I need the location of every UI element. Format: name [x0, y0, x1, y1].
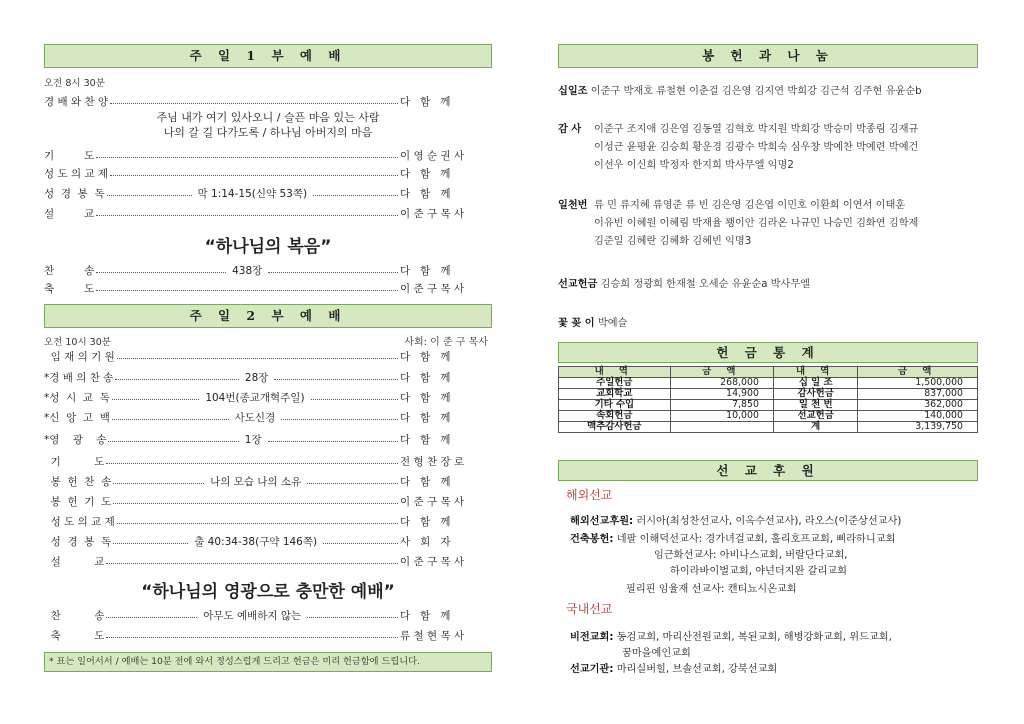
- service2-item-detail: 28장: [244, 371, 269, 384]
- leader-dots: [311, 398, 398, 400]
- stats-item: 주일헌금: [559, 378, 671, 389]
- service2-item-detail: 나의 모습 나의 소유: [210, 475, 302, 488]
- domestic-line: [622, 644, 691, 659]
- leader-dots: [307, 482, 398, 484]
- overseas-text: 러시아(최성찬선교사, 이옥수선교사), 라오스(이준상선교사): [633, 516, 902, 527]
- service2-item-name: 성 도 의 교 제: [44, 515, 115, 528]
- stats-amount: 10,000: [670, 411, 773, 422]
- service2-item-name: 임 재 의 기 원: [44, 350, 115, 363]
- overseas-line: [570, 512, 901, 527]
- service2-item-leader: 다 함 께: [400, 371, 451, 384]
- leader-dots: [323, 542, 398, 544]
- leader-dots: [117, 522, 398, 524]
- service2-item-leader: 다 함 께: [400, 350, 451, 363]
- leader-dots: [112, 418, 229, 420]
- leader-dots: [96, 271, 226, 273]
- service2-item-leader: 다 함 께: [400, 475, 451, 488]
- service2-row: [44, 388, 492, 406]
- service1-item-leader: 이 영 순 권 사: [400, 149, 465, 162]
- service2-row: [44, 512, 492, 530]
- leader-dots: [113, 542, 188, 544]
- service1-item-leader: 다 함 께: [400, 187, 451, 200]
- service1-item-detail: 막 1:14-15(신약 53쪽): [197, 187, 308, 200]
- praise-line-1: 주님 내가 여기 있사오니 / 슬픈 마음 있는 사람: [156, 111, 380, 124]
- footnote: * 표는 일어서서 / 예배는 10분 전에 와서 정성스럽게 드리고 헌금은 미리 헌금함에 드립니다.: [44, 652, 492, 672]
- service2-item-name: *경 배 의 찬 송: [44, 371, 114, 384]
- leader-dots: [113, 502, 398, 504]
- service2-row: [44, 430, 492, 448]
- service1-item-leader: 다 함 께: [400, 167, 451, 180]
- thanks-line-1: 이준구 조지애 김은엽 김동열 김혁호 박지원 박희강 박승미 박종림 김재규: [594, 124, 919, 135]
- mission-support-header: 선 교 후 원: [558, 460, 978, 481]
- leader-dots: [274, 378, 398, 380]
- stats-item: 십 일 조: [773, 378, 857, 389]
- stats-item: 맥추감사헌금: [559, 422, 671, 433]
- service2-item-leader: 전 형 찬 장 로: [400, 455, 465, 468]
- service2-item-leader: 이 준 구 목 사: [400, 495, 465, 508]
- mission-offering-label: 선교헌금: [558, 279, 598, 290]
- thousand-label-line: [558, 196, 588, 211]
- leader-dots: [313, 194, 398, 196]
- stats-amount: 140,000: [858, 411, 978, 422]
- stats-amount: 3,139,750: [858, 422, 978, 433]
- flowers-label: 꽃 꽂 이: [558, 318, 595, 329]
- stats-item: 감사헌금: [773, 389, 857, 400]
- service1-row: [44, 146, 492, 164]
- leader-dots: [115, 378, 239, 380]
- service2-row: [44, 492, 492, 510]
- stats-amount: [670, 422, 773, 433]
- service2-item-name: 성 경 봉 독: [44, 535, 112, 548]
- service2-item-leader: 다 함 께: [400, 411, 451, 424]
- service1-row: [44, 261, 492, 279]
- service2-item-leader: 다 함 께: [400, 515, 451, 528]
- domestic-line: [570, 628, 892, 643]
- service1-time: 오전 8시 30분: [44, 78, 105, 89]
- leader-dots: [281, 418, 398, 420]
- tithe-names: 이준구 박재호 류철현 이춘걸 김은영 김지연 박희강 김근석 김주현 유윤순b: [590, 86, 922, 97]
- service2-item-leader: 류 철 현 목 사: [400, 629, 465, 642]
- domestic-text: 마리실버힐, 브솔선교회, 강북선교회: [613, 664, 778, 675]
- tithe-label: 십일조: [558, 86, 588, 97]
- service2-presider: 사회: 이 준 구 목사: [404, 337, 488, 348]
- stats-amount: 837,000: [858, 389, 978, 400]
- stats-row: [559, 411, 978, 422]
- service2-row: [44, 626, 492, 644]
- service1-sermon-title: “하나님의 복음”: [204, 237, 332, 257]
- stats-amount: 1,500,000: [858, 378, 978, 389]
- service1-item-leader: 이 준 구 목 사: [400, 207, 465, 220]
- service1-item-detail: 438장: [232, 264, 263, 277]
- service1-item-name: 축 도: [44, 282, 95, 295]
- leader-dots: [107, 194, 192, 196]
- stats-header: 헌 금 통 계: [558, 342, 978, 363]
- stats-row: [559, 400, 978, 411]
- thanks-line-3: 이선우 이신희 박정자 한지희 박사무엘 익명2: [594, 160, 794, 171]
- stats-item: 일 천 번: [773, 400, 857, 411]
- overseas-text: 네팔 이해덕선교사: 경가녀걸교회, 훌리호프교회, 삐라하니교회: [613, 534, 896, 545]
- leader-dots: [117, 357, 398, 359]
- service2-item-leader: 사 회 자: [400, 535, 451, 548]
- leader-dots: [110, 174, 398, 176]
- service1-row: [44, 204, 492, 222]
- domestic-line: [570, 660, 777, 675]
- service2-sermon-title: “하나님의 영광으로 충만한 예배”: [141, 582, 395, 602]
- leader-dots: [268, 440, 398, 442]
- flowers-names: 박예슬: [597, 318, 628, 329]
- thanks-line-2: 이성근 윤평윤 김승희 황운경 김광수 박희숙 심우창 박예찬 박예련 박예건: [594, 142, 919, 153]
- service2-item-leader: 다 함 께: [400, 391, 451, 404]
- service2-item-name: *영 광 송: [44, 433, 107, 446]
- service2-item-name: *신 앙 고 백: [44, 411, 110, 424]
- stats-item: 계: [773, 422, 857, 433]
- service2-item-leader: 이 준 구 목 사: [400, 555, 465, 568]
- thanks-label-line: [558, 120, 581, 135]
- service1-row: [44, 279, 492, 297]
- leader-dots: [108, 440, 238, 442]
- mission-offering-names: 김승희 정광희 한재철 오세순 유윤순a 박사무엘: [600, 279, 811, 290]
- service2-item-name: 축 도: [44, 629, 105, 642]
- leader-dots: [106, 636, 398, 638]
- overseas-text: 하이라바이벌교회, 야넌더지완 갈리교회: [670, 566, 848, 577]
- service2-header: 주 일 2 부 예 배: [44, 304, 492, 328]
- service1-item-name: 성 도 의 교 제: [44, 167, 109, 180]
- service2-time: 오전 10시 30분: [44, 337, 111, 348]
- overseas-line: [654, 546, 848, 561]
- service1-item-name: 찬 송: [44, 264, 95, 277]
- overseas-text: 필리핀 임율재 선교사: 캔티뇨시온교회: [626, 584, 797, 595]
- overseas-label: 건축봉헌:: [570, 534, 614, 545]
- offerings-header: 봉 헌 과 나 눔: [558, 44, 978, 68]
- service2-row: [44, 606, 492, 624]
- domestic-label: 비전교회:: [570, 632, 614, 643]
- service2-item-name: 찬 송: [44, 609, 105, 622]
- service2-item-leader: 다 함 께: [400, 609, 451, 622]
- leader-dots: [268, 271, 398, 273]
- service1-row: [44, 164, 492, 182]
- service1-item-name: 기 도: [44, 149, 95, 162]
- service2-row: [44, 408, 492, 426]
- service2-item-name: *성 시 교 독: [44, 391, 110, 404]
- service1-item-leader: 이 준 구 목 사: [400, 282, 465, 295]
- stats-table: [558, 366, 978, 433]
- service1-item-name: 경 배 와 찬 양: [44, 95, 109, 108]
- stats-row: [559, 378, 978, 389]
- service2-item-leader: 다 함 께: [400, 433, 451, 446]
- service1-item-leader: 다 함 께: [400, 95, 451, 108]
- service1-item-leader: 다 함 께: [400, 264, 451, 277]
- service1-row: [44, 92, 492, 110]
- stats-item: 속회헌금: [559, 411, 671, 422]
- leader-dots: [307, 616, 398, 618]
- service2-item-detail: 1장: [244, 433, 262, 446]
- overseas-line: [570, 530, 895, 545]
- stats-amount: 362,000: [858, 400, 978, 411]
- domestic-text: 꿈마을예인교회: [622, 648, 691, 659]
- thanks-label: 감 사: [558, 124, 582, 135]
- overseas-line: [670, 562, 847, 577]
- overseas-heading: 해외선교: [566, 488, 613, 502]
- service2-item-detail: 출 40:34-38(구약 146쪽): [194, 535, 318, 548]
- stats-amount: 7,850: [670, 400, 773, 411]
- thousand-line-2: 이유빈 이혜원 이혜림 박재율 꽹이안 김라온 나규민 나승민 김화연 김학제: [594, 218, 919, 229]
- stats-row: [559, 389, 978, 400]
- leader-dots: [106, 562, 398, 564]
- service2-item-name: 기 도: [44, 455, 105, 468]
- service2-item-detail: 104번(종교개혁주일): [205, 391, 305, 404]
- stats-item: 선교헌금: [773, 411, 857, 422]
- stats-col-amount-1: 금 액: [670, 367, 773, 378]
- service2-row: [44, 368, 492, 386]
- leader-dots: [113, 482, 204, 484]
- service2-row: [44, 472, 492, 490]
- stats-body: [559, 378, 978, 433]
- overseas-label: 해외선교후원:: [570, 516, 634, 527]
- mission-offering-line: [558, 275, 810, 290]
- tithe-line: [558, 82, 922, 97]
- service2-row: [44, 452, 492, 470]
- stats-col-amount-2: 금 액: [858, 367, 978, 378]
- leader-dots: [96, 289, 398, 291]
- service2-item-name: 봉 헌 기 도: [44, 495, 112, 508]
- service2-item-detail: 사도신경: [234, 411, 276, 424]
- stats-amount: 268,000: [670, 378, 773, 389]
- stats-amount: 14,900: [670, 389, 773, 400]
- leader-dots: [96, 214, 398, 216]
- overseas-line: [626, 580, 797, 595]
- leader-dots: [110, 102, 398, 104]
- flowers-line: [558, 314, 627, 329]
- stats-row: [559, 422, 978, 433]
- service2-item-name: 봉 헌 찬 송: [44, 475, 112, 488]
- overseas-text: 임근화선교사: 아비나스교회, 버랄단다교회,: [654, 550, 848, 561]
- leader-dots: [112, 398, 199, 400]
- stats-item: 교회학교: [559, 389, 671, 400]
- service2-row: [44, 532, 492, 550]
- service2-item-detail: 아무도 예배하지 않는: [203, 609, 302, 622]
- service1-item-name: 설 교: [44, 207, 95, 220]
- service1-header: 주 일 1 부 예 배: [44, 44, 492, 68]
- thousand-line-3: 김준일 김혜란 김혜화 김혜빈 익명3: [594, 236, 752, 247]
- leader-dots: [106, 462, 398, 464]
- stats-col-item-1: 내 역: [559, 367, 671, 378]
- service1-item-name: 성 경 봉 독: [44, 187, 105, 200]
- domestic-label: 선교기관:: [570, 664, 614, 675]
- service2-item-name: 설 교: [44, 555, 105, 568]
- service2-row: [44, 347, 492, 365]
- service1-row: [44, 184, 492, 202]
- praise-line-2: 나의 갈 길 다가도록 / 하나님 아버지의 마음: [163, 126, 373, 139]
- stats-item: 기타 수입: [559, 400, 671, 411]
- leader-dots: [96, 156, 398, 158]
- domestic-heading: 국내선교: [566, 602, 613, 616]
- leader-dots: [106, 616, 197, 618]
- stats-header-row: [559, 367, 978, 378]
- service2-row: [44, 552, 492, 570]
- thousand-label: 일천번: [558, 200, 588, 211]
- stats-col-item-2: 내 역: [773, 367, 857, 378]
- thousand-line-1: 류 민 류지혜 류영준 류 빈 김은영 김은엽 이민호 이환희 이연서 이태훈: [594, 200, 906, 211]
- domestic-text: 동검교회, 마리산전원교회, 복된교회, 해병강화교회, 위드교회,: [613, 632, 892, 643]
